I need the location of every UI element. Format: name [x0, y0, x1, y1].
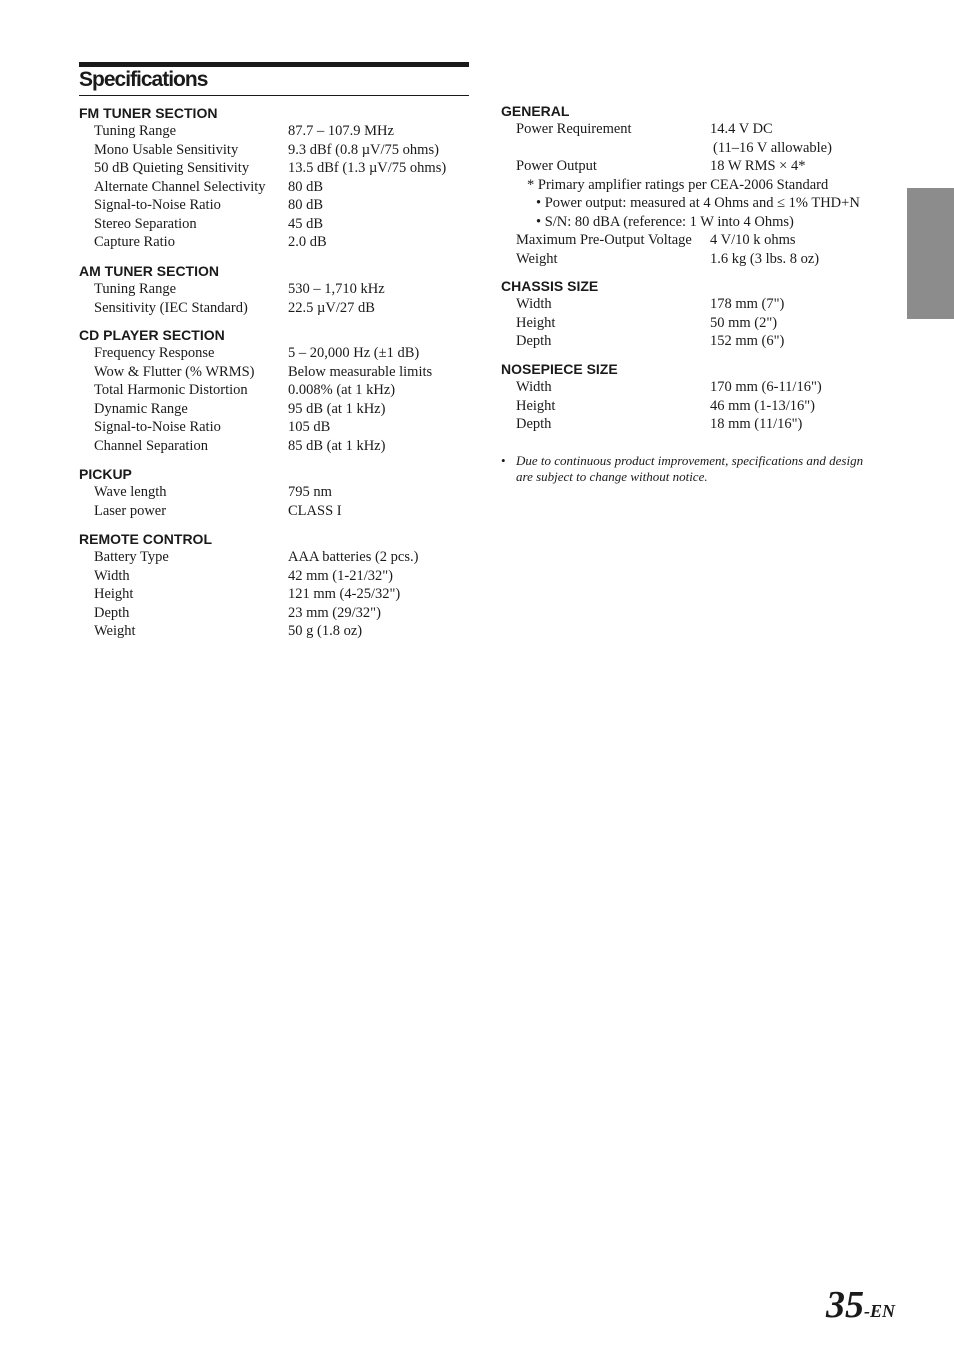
spec-row	[79, 215, 324, 234]
spec-label: Wow & Flutter (% WRMS)	[94, 363, 255, 380]
spec-value: 13.5 dBf (1.3 µV/75 ohms)	[288, 160, 447, 176]
spec-row	[79, 437, 386, 456]
spec-row	[501, 378, 901, 397]
spec-note	[501, 176, 901, 195]
spec-row	[79, 299, 375, 318]
remote-control-section	[79, 530, 419, 641]
spec-value: 22.5 µV/27 dB	[288, 299, 375, 316]
spec-value: Below measurable limits	[288, 363, 433, 380]
spec-label: Battery Type	[94, 549, 169, 565]
spec-row	[501, 157, 901, 176]
note-text: • Power output: measured at 4 Ohms and ≤ 1% THD+N	[536, 195, 860, 211]
spec-row	[79, 483, 332, 502]
spec-label: Alternate Channel Selectivity	[94, 178, 266, 195]
spec-label: Sensitivity (IEC Standard)	[94, 299, 248, 316]
page-number	[826, 1283, 895, 1327]
spec-row	[501, 120, 901, 139]
spec-label: Signal-to-Noise Ratio	[94, 419, 221, 435]
spec-row	[501, 314, 901, 333]
spec-row	[79, 567, 393, 586]
spec-row	[79, 159, 447, 178]
spec-label: Depth	[94, 604, 130, 621]
spec-value: 18 mm (11/16")	[710, 416, 803, 432]
spec-row	[79, 363, 433, 382]
spec-label: Height	[94, 586, 134, 602]
change-notice	[501, 453, 901, 485]
spec-value: 170 mm (6-11/16")	[710, 379, 822, 395]
spec-label: Laser power	[94, 502, 167, 519]
section-heading: CHASSIS SIZE	[501, 278, 599, 294]
spec-value: 50 g (1.8 oz)	[288, 623, 363, 639]
spec-row	[79, 418, 331, 437]
note-text: • S/N: 80 dBA (reference: 1 W into 4 Ohms)	[536, 213, 794, 230]
spec-value: 5 – 20,000 Hz (±1 dB)	[288, 345, 420, 361]
nosepiece-size-section	[501, 360, 901, 434]
spec-label: Power Output	[516, 158, 597, 174]
spec-value: 50 mm (2")	[710, 314, 778, 331]
section-heading: CD PLAYER SECTION	[79, 327, 225, 343]
spec-label: Signal-to-Noise Ratio	[94, 197, 221, 213]
spec-label: Tuning Range	[94, 281, 177, 297]
chapter-tab	[907, 188, 954, 319]
spec-label: Depth	[516, 416, 552, 432]
section-heading: PICKUP	[79, 466, 132, 482]
spec-row	[79, 280, 385, 299]
spec-row	[79, 622, 363, 641]
spec-row	[79, 604, 381, 623]
notice-line: are subject to change without notice.	[516, 469, 708, 484]
spec-value: 95 dB (at 1 kHz)	[288, 400, 386, 417]
spec-label: Frequency Response	[94, 345, 215, 361]
spec-row	[79, 196, 324, 215]
spec-row	[501, 332, 901, 351]
page-number-value: 35	[826, 1284, 864, 1326]
spec-note	[501, 194, 901, 213]
spec-value: CLASS I	[288, 502, 342, 519]
spec-label: Stereo Separation	[94, 215, 197, 232]
spec-row	[501, 415, 901, 434]
am-tuner-section	[79, 262, 385, 317]
spec-value: 23 mm (29/32")	[288, 604, 381, 621]
page-language-suffix: -EN	[864, 1301, 895, 1321]
spec-value: 121 mm (4-25/32")	[288, 586, 401, 602]
spec-label: Channel Separation	[94, 437, 208, 454]
spec-row	[501, 397, 901, 416]
spec-row	[501, 250, 901, 269]
spec-label: Wave length	[94, 484, 167, 500]
spec-row	[501, 139, 901, 158]
spec-value: AAA batteries (2 pcs.)	[288, 549, 419, 565]
spec-row	[79, 400, 386, 419]
spec-label: Maximum Pre-Output Voltage	[516, 232, 692, 248]
spec-label: Height	[516, 314, 556, 331]
spec-row	[501, 231, 901, 250]
spec-row	[79, 381, 396, 400]
spec-row	[79, 548, 419, 567]
spec-label: Depth	[516, 333, 552, 349]
pickup-section	[79, 465, 342, 520]
spec-label: Weight	[516, 250, 558, 267]
note-text: * Primary amplifier ratings per CEA-2006 Standard	[527, 176, 829, 193]
spec-value: 85 dB (at 1 kHz)	[288, 437, 386, 454]
bullet-icon: •	[501, 453, 506, 468]
spec-value: 2.0 dB	[288, 234, 327, 250]
spec-label: 50 dB Quieting Sensitivity	[94, 160, 250, 176]
spec-label: Width	[516, 296, 552, 312]
spec-label: Tuning Range	[94, 123, 177, 139]
spec-value: 46 mm (1-13/16")	[710, 397, 815, 414]
spec-label: Width	[516, 379, 552, 395]
spec-label: Weight	[94, 623, 136, 639]
spec-label: Capture Ratio	[94, 234, 175, 250]
spec-value: 18 W RMS × 4*	[710, 158, 806, 174]
spec-value: 105 dB	[288, 419, 331, 435]
spec-label: Dynamic Range	[94, 400, 188, 417]
spec-value: 80 dB	[288, 197, 324, 213]
spec-row	[79, 585, 401, 604]
spec-note	[501, 213, 901, 232]
spec-value: 152 mm (6")	[710, 333, 785, 349]
spec-value: 87.7 – 107.9 MHz	[288, 123, 394, 139]
spec-value: 530 – 1,710 kHz	[288, 281, 385, 297]
section-heading: GENERAL	[501, 103, 570, 119]
spec-label: Total Harmonic Distortion	[94, 382, 248, 398]
general-section	[501, 102, 901, 268]
spec-row	[501, 295, 901, 314]
notice-line: Due to continuous product improvement, specifications and design	[516, 453, 864, 468]
spec-row	[79, 178, 324, 197]
chassis-size-section	[501, 277, 901, 351]
spec-value: 1.6 kg (3 lbs. 8 oz)	[710, 250, 820, 267]
spec-value: 178 mm (7")	[710, 296, 785, 312]
section-heading: REMOTE CONTROL	[79, 531, 212, 547]
spec-label: Power Requirement	[516, 121, 632, 137]
spec-value: 45 dB	[288, 215, 324, 232]
spec-value: 14.4 V DC	[710, 121, 773, 137]
spec-value: 9.3 dBf (0.8 µV/75 ohms)	[288, 141, 439, 158]
section-heading: FM TUNER SECTION	[79, 105, 218, 121]
spec-value: 42 mm (1-21/32")	[288, 567, 393, 584]
page-title: Specifications	[79, 67, 469, 96]
spec-row	[79, 502, 342, 521]
spec-row	[79, 122, 394, 141]
spec-value: 4 V/10 k ohms	[710, 232, 796, 248]
spec-value: 80 dB	[288, 178, 324, 195]
cd-player-section	[79, 326, 433, 455]
spec-label: Mono Usable Sensitivity	[94, 141, 239, 158]
spec-label: Width	[94, 567, 130, 584]
spec-row	[79, 233, 327, 252]
spec-value: (11–16 V allowable)	[713, 139, 832, 156]
section-heading: NOSEPIECE SIZE	[501, 361, 618, 377]
fm-tuner-section	[79, 104, 447, 252]
section-heading: AM TUNER SECTION	[79, 263, 219, 279]
spec-label: Height	[516, 397, 556, 414]
spec-row	[79, 141, 439, 160]
spec-row	[79, 344, 420, 363]
spec-value: 795 nm	[288, 484, 332, 500]
spec-value: 0.008% (at 1 kHz)	[288, 382, 396, 398]
